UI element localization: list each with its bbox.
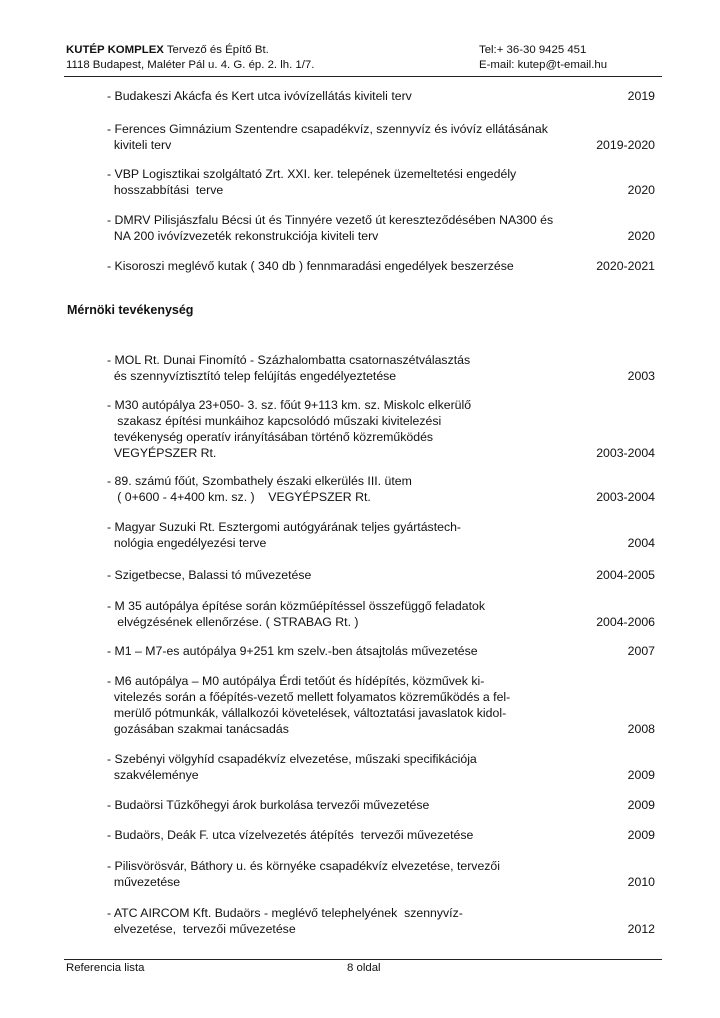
reference-entry-text [107,258,655,274]
reference-entry-line: - Budakeszi Akácfa és Kert utca ivóvízellátás kiviteli terv [107,89,412,103]
reference-entry-year: 2009 [627,768,655,782]
reference-entry-line: ( 0+600 - 4+400 km. sz. ) VEGYÉPSZER Rt. [107,490,371,504]
reference-entry-year: 2020 [627,183,655,197]
footer-page-number: 8 oldal [347,962,381,974]
reference-entry-line: elvégzésének ellenőrzése. ( STRABAG Rt. ) [107,615,359,629]
reference-entry-line: - Pilisvörösvár, Báthory u. és környéke csapadékvíz elvezetése, tervezői [107,859,500,873]
reference-entry-line: nológia engedélyezési terve [107,536,267,550]
reference-entry-line: tevékenység operatív irányításában történő közreműködés [107,430,434,444]
reference-entry-line: hosszabbítási terve [107,183,224,197]
company-address: 1118 Budapest, Maléter Pál u. 4. G. ép. 2. lh. 1/7. [66,58,315,71]
reference-entry-text [107,598,655,630]
reference-entry-year: 2003 [627,369,655,383]
reference-entry [107,858,655,890]
reference-entry-line: - Szebényi völgyhíd csapadékvíz elvezetése, műszaki specifikációja [107,752,477,766]
reference-entry-text [107,88,655,104]
header-company-block [66,43,466,72]
reference-entry-text [107,121,655,153]
reference-entry [107,166,655,198]
reference-entry-text [107,397,655,461]
reference-entry-text [107,352,655,384]
reference-entry [107,519,655,551]
reference-entry-year: 2009 [627,828,655,842]
reference-entry-line: - ATC AIRCOM Kft. Budaörs - meglévő telephelyének szennyvíz- [107,906,463,920]
reference-entry-text [107,212,655,244]
reference-entry-line: NA 200 ivóvízvezeték rekonstrukciója kiviteli terv [107,229,379,243]
reference-entry [107,121,655,153]
reference-entry [107,88,655,104]
reference-entry-line: elvezetése, tervezői művezetése [107,922,296,936]
reference-entry-text [107,166,655,198]
reference-entry-text [107,473,655,505]
reference-entry-text [107,519,655,551]
reference-entry-line: - Budaörsi Tűzkőhegyi árok burkolása tervezői művezetése [107,798,430,812]
reference-entry [107,643,655,659]
reference-entry-text [107,643,655,659]
reference-entry-line: művezetése [107,875,181,889]
reference-entry-line: - Magyar Suzuki Rt. Esztergomi autógyárának teljes gyártástech- [107,520,462,534]
reference-entry-text [107,905,655,937]
reference-entry-line: - M30 autópálya 23+050- 3. sz. főút 9+113 km. sz. Miskolc elkerülő [107,398,472,412]
reference-entry-line: VEGYÉPSZER Rt. [107,446,217,460]
reference-entry-line: - M1 – M7-es autópálya 9+251 km szelv.-ben átsajtolás művezetése [107,644,478,658]
reference-entry-line: - VBP Logisztikai szolgáltató Zrt. XXI. ker. telepének üzemeltetési engedély [107,167,517,181]
reference-entry-text [107,797,655,813]
reference-entry-line: kiviteli terv [107,138,172,152]
reference-entry-line: gozásában szakmai tanácsadás [107,722,289,736]
reference-entry-line: szakasz építési munkáihoz kapcsolódó műszaki kivitelezési [107,414,442,428]
reference-entry [107,797,655,813]
company-name-rest: Tervező és Építő Bt. [163,44,269,56]
company-name [66,43,466,58]
reference-entry-text [107,858,655,890]
reference-entry [107,827,655,843]
reference-entry-text [107,827,655,843]
reference-entry-line: - M6 autópálya – M0 autópálya Érdi tetőút és hídépítés, közművek ki- [107,674,485,688]
reference-entry-text [107,567,655,583]
footer-doc-title: Referencia lista [66,962,145,974]
reference-entry [107,473,655,505]
reference-entry-year: 2019-2020 [596,138,655,152]
reference-entry-line: - Budaörs, Deák F. utca vízelvezetés átépítés tervezői művezetése [107,828,474,842]
reference-entry-year: 2007 [627,644,655,658]
reference-entry-text [107,673,655,737]
reference-entry-year: 2009 [627,798,655,812]
section-title: Mérnöki tevékenység [67,303,194,317]
reference-entry [107,397,655,461]
reference-entry-year: 2004-2005 [596,568,655,582]
reference-entry-year: 2019 [627,89,655,103]
footer-rule [64,959,662,960]
reference-entry-line: merülő pótmunkák, vállalkozói követelések, változtatási javaslatok kidol- [107,706,507,720]
reference-entry-line: - Szigetbecse, Balassi tó művezetése [107,568,312,582]
reference-entry-line: szakvéleménye [107,768,199,782]
reference-entry-year: 2004 [627,536,655,550]
reference-entry-year: 2020-2021 [596,259,655,273]
reference-entry-year: 2012 [627,922,655,936]
reference-entry [107,567,655,583]
company-name-bold: KUTÉP KOMPLEX [66,44,164,56]
reference-entry-line: - DMRV Pilisjászfalu Bécsi út és Tinnyére vezető út kereszteződésében NA300 és [107,213,554,227]
reference-entry [107,352,655,384]
reference-entry-line: vitelezés során a főépítés-vezető mellett folyamatos közreműködés a fel- [107,690,511,704]
header-contact-block [479,43,679,72]
reference-entry-line: - 89. számú főút, Szombathely északi elkerülés III. ütem [107,474,412,488]
reference-entry [107,258,655,274]
reference-entry [107,212,655,244]
reference-entry-year: 2004-2006 [596,615,655,629]
reference-entry [107,598,655,630]
reference-entry-year: 2003-2004 [596,490,655,504]
reference-entry [107,905,655,937]
header-rule [64,76,662,77]
reference-entry [107,751,655,783]
company-phone: Tel:+ 36-30 9425 451 [479,44,587,56]
reference-entry-year: 2003-2004 [596,446,655,460]
reference-entry-line: - Kisoroszi meglévő kutak ( 340 db ) fennmaradási engedélyek beszerzése [107,259,514,273]
reference-entry [107,673,655,737]
reference-entry-line: - MOL Rt. Dunai Finomító - Százhalombatta csatornaszétválasztás [107,353,471,367]
reference-entry-year: 2020 [627,229,655,243]
reference-entry-line: - Ferences Gimnázium Szentendre csapadékvíz, szennyvíz és ivóvíz ellátásának [107,122,548,136]
reference-entry-text [107,751,655,783]
reference-entry-line: - M 35 autópálya építése során közműépítéssel összefüggő feladatok [107,599,486,613]
reference-entry-year: 2008 [627,722,655,736]
reference-entry-year: 2010 [627,875,655,889]
company-email: E-mail: kutep@t-email.hu [479,58,608,71]
reference-entry-line: és szennyvíztisztító telep felújítás engedélyeztetése [107,369,397,383]
